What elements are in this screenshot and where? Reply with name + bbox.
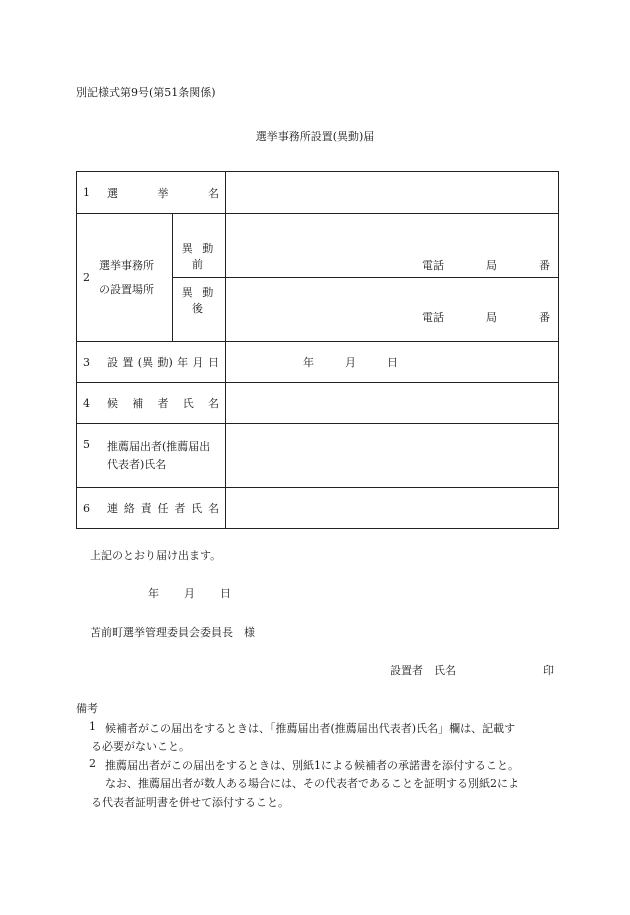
label-line: 選挙事務所	[99, 258, 154, 272]
label-char: 絡	[123, 502, 135, 515]
date-label-month: 月	[345, 356, 356, 369]
label-char: 任	[157, 502, 169, 515]
tel-label: 局	[486, 311, 497, 324]
tel-label: 電話	[422, 311, 444, 324]
submission-statement: 上記のとおり届け出ます。	[90, 549, 222, 562]
row-candidate-name	[77, 383, 559, 424]
tel-label: 番	[539, 311, 550, 324]
field-recommender-name[interactable]	[226, 424, 559, 488]
row-recommender-name	[77, 424, 559, 488]
label-char: 名	[208, 186, 219, 200]
row-number: 1	[83, 186, 90, 199]
tel-label: 局	[486, 259, 497, 272]
remark-item-2-line: 推薦届出者がこの届出をするときは、別紙1による候補者の承諾書を添付すること。	[105, 759, 519, 772]
label-candidate-name	[77, 383, 226, 424]
label-line: 代表者)氏名	[107, 457, 167, 471]
label-char: 設	[107, 356, 118, 369]
submission-date	[148, 585, 231, 601]
row-number: 5	[83, 437, 90, 451]
label-line: 推薦届出者(推薦届出	[107, 439, 211, 453]
remark-item-2-number: 2	[89, 757, 96, 770]
label-office-location	[77, 214, 173, 342]
telephone-line	[226, 257, 558, 277]
form-number: 別記様式第9号(第51条関係)	[76, 86, 216, 99]
installer-name-label: 設置者 氏名	[390, 664, 456, 677]
remarks-heading: 備考	[76, 702, 98, 715]
label-char: 置	[122, 356, 134, 369]
remark-item-1-line: る必要がないこと。	[91, 740, 190, 753]
row-contact-person-name	[77, 488, 559, 529]
date-label-month: 月	[184, 587, 195, 600]
row-number: 2	[83, 271, 90, 284]
addressee: 苫前町選挙管理委員会委員長 様	[90, 626, 255, 639]
row-number: 3	[83, 355, 90, 369]
label-char: 者	[157, 397, 169, 410]
date-label-day: 日	[387, 356, 398, 369]
remark-item-2-line: なお、推薦届出者が数人ある場合には、その代表者であることを証明する別紙2によ	[105, 777, 519, 790]
tel-label: 電話	[422, 259, 444, 272]
label-char: 連	[107, 502, 118, 515]
document-title: 選挙事務所設置(異動)届	[255, 130, 375, 143]
row-office-location-before	[77, 214, 559, 278]
label-char: 月	[192, 356, 204, 369]
row-election-name	[77, 172, 559, 214]
label-char: (異	[137, 356, 154, 369]
row-established-date	[77, 342, 559, 383]
label-char: 氏	[182, 397, 194, 410]
label-char: 者	[174, 502, 186, 515]
label-char: 挙	[157, 186, 169, 200]
label-char: 候	[107, 397, 118, 410]
tel-label: 番	[539, 259, 550, 272]
notification-form-table	[76, 171, 559, 529]
field-location-before[interactable]	[226, 214, 559, 278]
label-recommender-name	[77, 424, 226, 488]
seal-mark: 印	[543, 664, 554, 677]
label-before-change: 異 動 前	[173, 214, 226, 278]
field-contact-person-name[interactable]	[226, 488, 559, 529]
field-established-date[interactable]	[226, 342, 559, 383]
label-char: 責	[140, 502, 152, 515]
label-established-date	[77, 342, 226, 383]
label-char: 補	[132, 397, 144, 410]
label-char: 名	[207, 502, 219, 515]
label-char: 氏	[191, 502, 203, 515]
remark-item-1-line: 候補者がこの届出をするときは、「推薦届出者(推薦届出代表者)氏名」欄は、記載す	[105, 722, 516, 735]
label-char: 動)	[157, 356, 173, 369]
row-number: 4	[83, 396, 90, 410]
label-line: の設置場所	[99, 282, 154, 296]
field-location-after[interactable]	[226, 278, 559, 342]
date-label-year: 年	[303, 356, 314, 369]
label-char: 日	[207, 356, 219, 369]
label-contact-person-name	[77, 488, 226, 529]
row-number: 6	[83, 501, 90, 515]
label-char: 年	[177, 356, 189, 369]
label-char: 選	[107, 186, 118, 200]
date-label-day: 日	[220, 587, 231, 600]
field-election-name[interactable]	[226, 172, 559, 214]
label-election-name	[77, 172, 226, 214]
remark-item-1-number: 1	[89, 720, 96, 733]
telephone-line	[226, 309, 558, 341]
remark-item-2-line: る代表者証明書を併せて添付すること。	[91, 796, 289, 809]
field-candidate-name[interactable]	[226, 383, 559, 424]
label-after-change: 異 動 後	[173, 278, 226, 342]
date-label-year: 年	[148, 587, 159, 600]
label-char: 名	[208, 397, 219, 410]
